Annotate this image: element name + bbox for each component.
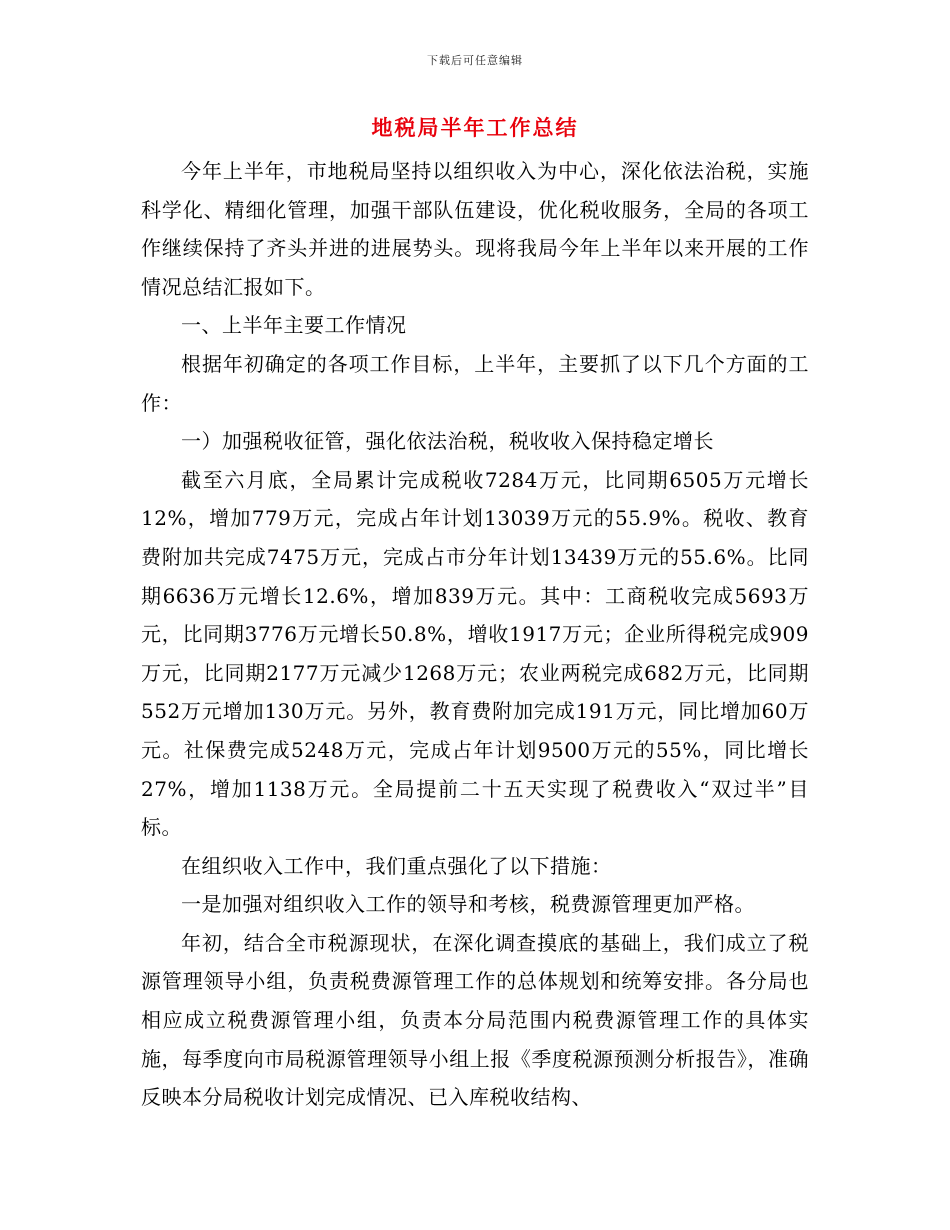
paragraph-intro: 今年上半年，市地税局坚持以组织收入为中心，深化依法治税，实施科学化、精细化管理，加强干部队伍建设，优化税收服务，全局的各项工作继续保持了齐头并进的进展势头。现将我局今年上半年以来开展的工作情况总结汇报如下。 — [141, 159, 809, 299]
paragraph: 年初，结合全市税源现状，在深化调查摸底的基础上，我们成立了税源管理领导小组，负责税费源管理工作的总体规划和统筹安排。各分局也相应成立税费源管理小组，负责本分局范围内税费源管理工作的具体实施，每季度向市局税源管理领导小组上报《季度税源预测分析报告》，准确反映本分局税收计划完成情况、已入库税收结构、 — [141, 930, 809, 1110]
subsection-heading-1: 一）加强税收征管，强化依法治税，税收收入保持稳定增长 — [181, 429, 714, 454]
paragraph: 在组织收入工作中，我们重点强化了以下措施： — [181, 853, 612, 878]
section-heading-1: 一、上半年主要工作情况 — [181, 313, 407, 338]
header-note: 下载后可任意编辑 — [427, 54, 523, 67]
paragraph-revenue-figures: 截至六月底，全局累计完成税收7284万元，比同期6505万元增长12%，增加779万元，完成占年计划13039万元的55.9%。税收、教育费附加共完成7475万元，完成占市分年计划13439万元的55.6%。比同期6636万元增长12.6%，增加839万元。其中：工商税收完成5693万元，比同期3776万元增长50.8%，增收1917万元；企业所得税完成909万元，比同期2177万元减少1268万元；农业两税完成682万元，比同期552万元增加130万元。另外，教育费附加完成191万元，同比增加60万元。社保费完成5248万元，完成占年计划9500万元的55%，同比增长27%，增加1138万元。全局提前二十五天实现了税费收入“双过半”目标。 — [141, 467, 809, 840]
paragraph: 根据年初确定的各项工作目标，上半年，主要抓了以下几个方面的工作： — [141, 351, 809, 415]
document-body — [141, 152, 809, 1117]
document-title: 地税局半年工作总结 — [371, 115, 579, 140]
measure-heading-1: 一是加强对组织收入工作的领导和考核，税费源管理更加严格。 — [181, 892, 755, 917]
